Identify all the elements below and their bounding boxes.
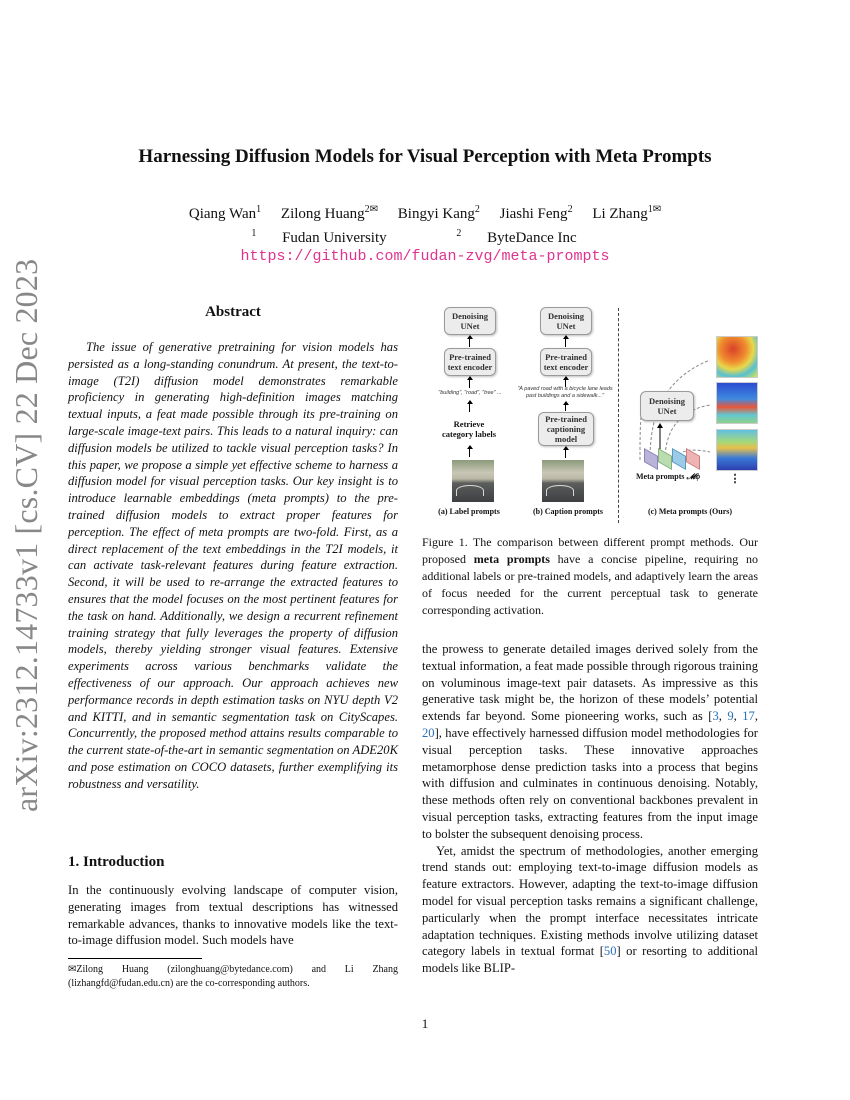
affiliations (0, 224, 850, 248)
author-list (0, 200, 850, 248)
abstract-heading: Abstract (205, 304, 261, 320)
abstract-body (68, 339, 398, 793)
text-encoder-box-b: Pre-trained text encoder (540, 348, 592, 376)
introduction-heading: 1. Introduction (68, 854, 165, 870)
author-name: Jiashi Feng (499, 206, 568, 222)
github-link[interactable]: https://github.com/fudan-zvg/meta-prompts (240, 248, 610, 265)
panel-b-label: (b) Caption prompts (532, 507, 604, 516)
abstract-text: The issue of generative pretraining for vision models has persisted as a long-standing conundrum. At present, the text-to-image (T2I) diffusion model demonstrates remarkable proficiency in generating high-definition images matching textual inputs, a feat made possible through its pre-training on large-scale image-text pairs. This leads to a natural inquiry: can diffusion models be utilized to tackle visual perception tasks? In this paper, we propose a simple yet effective scheme to harness a diffusion model for visual perception tasks. Our key insight is to introduce learnable embeddings (meta prompts) to the pre-trained diffusion models to extract proper features for perception. The effect of meta prompts are two-fold. First, as a direct replacement of the text embeddings in the T2I models, it can activate task-relevant features during feature extraction. Second, it will be used to re-arrange the extracted features to ensures that the model focuses on the most pertinent features for the task on hand. Additionally, we design a recurrent refinement training strategy that fully leverages the property of diffusion models, thereby yielding stronger visual features. Extensive experiments across various benchmarks validate the effectiveness of our approach. Our approach achieves new performance records in depth estimation tasks on NYU depth V2 and KITTI, and in semantic segmentation task on CityScapes. Concurrently, the proposed method attains results comparable to the current state-of-the-art in semantic segmentation on ADE20K and pose estimation on COCO datasets, further exemplifying its robustness and versatility. (68, 340, 398, 791)
introduction-body (68, 882, 398, 949)
citation-link[interactable]: 20 (422, 725, 435, 740)
author (398, 206, 480, 222)
panel-a-label: (a) Label prompts (438, 507, 500, 516)
denoising-unet-box-b: Denoising UNet (540, 307, 592, 335)
affiliation-name: ByteDance Inc (487, 230, 577, 246)
citation-link[interactable]: 9 (727, 709, 734, 724)
author-sup: 1 (256, 204, 262, 215)
author-sup: 2✉ (364, 204, 379, 215)
footnote: ✉Zilong Huang (zilonghuang@bytedance.com) and Li Zhang (lizhangfd@fudan.edu.cn) are the co-corresponding authors. (68, 964, 398, 989)
figure-caption (422, 534, 758, 619)
figure-1 (430, 300, 770, 525)
author-sup: 2 (567, 204, 573, 215)
captioning-model-box: Pre-trained captioning model (538, 412, 594, 446)
page-number: 1 (421, 1016, 429, 1031)
arrow-icon (565, 338, 566, 347)
author (500, 206, 573, 222)
paper-title: Harnessing Diffusion Models for Visual Perception with Meta Prompts (138, 146, 712, 167)
text-encoder-box-a: Pre-trained text encoder (444, 348, 496, 376)
panel-c-label: (c) Meta prompts (Ours) (647, 507, 733, 516)
right-column-body (422, 641, 758, 977)
caption-text: "A paved road with a bicycle lane leads past buildings and a sidewalk..." (517, 386, 613, 399)
affiliation-sup: 1 (251, 228, 257, 239)
arrow-icon (469, 403, 470, 412)
paragraph-text: Yet, amidst the spectrum of methodologies, another emerging trend stands out: employing text-to-image diffusion models as feature extractors. However, adapting the text-to-image diffusion model for visual perception tasks remains a significant challenge, particularly when the prompt interface necessitates intricate adaptation techniques. Existing methods involve utilizing dataset category labels in textual format [ (422, 843, 758, 959)
ellipsis-icon: ⋮ (729, 473, 741, 485)
activation-map-1 (716, 336, 758, 378)
affiliation (456, 230, 598, 246)
meta-prompts-symbol: 𝓜ϕ (686, 472, 701, 481)
author-sup: 1✉ (647, 204, 662, 215)
affiliation (251, 230, 408, 246)
denoising-unet-box-a: Denoising UNet (444, 307, 496, 335)
caption-text: Figure 1. The comparison between different prompt methods. Our proposed (422, 535, 758, 566)
citation-link[interactable]: 3 (712, 709, 719, 724)
introduction-text: In the continuously evolving landscape of computer vision, generating images from textual descriptions has witnessed remarkable advances, thanks to innovative models like the text-to-image diffusion model. Such models have (68, 883, 398, 948)
category-labels-text: "building", "road", "tree" ... (438, 390, 502, 396)
paragraph (422, 843, 758, 977)
panel-divider (618, 308, 619, 523)
author-name: Qiang Wan (188, 206, 257, 222)
citation-link[interactable]: 17 (742, 709, 755, 724)
caption-bold: meta prompts (473, 552, 550, 566)
citation-link[interactable]: 50 (603, 944, 617, 959)
paragraph-text: ] or resorting to additional models like BLIP- (422, 944, 758, 976)
author (592, 206, 661, 222)
activation-map-2 (716, 382, 758, 424)
author (281, 206, 378, 222)
arrow-icon (565, 404, 566, 411)
affiliation-sup: 2 (456, 228, 462, 239)
authors-line (0, 200, 850, 224)
denoising-unet-box-c: Denoising UNet (640, 391, 694, 421)
author-name: Zilong Huang (280, 206, 365, 222)
meta-prompts-text: Meta prompts (636, 472, 685, 481)
author-sup: 2 (474, 204, 480, 215)
arxiv-stamp: arXiv:2312.14733v1 [cs.CV] 22 Dec 2023 (8, 258, 44, 812)
arrow-icon (469, 338, 470, 347)
author-name: Bingyi Kang (397, 206, 475, 222)
arrow-icon (469, 448, 470, 457)
affiliation-name: Fudan University (282, 230, 387, 246)
activation-map-3 (716, 429, 758, 471)
arrow-icon (565, 449, 566, 458)
meta-prompts-label (636, 472, 716, 482)
input-image-a (452, 460, 494, 502)
caption-text: have a concise pipeline, requiring no additional labels or pre-trained models, and adaptively learn the areas of focus needed for the current perceptual task to generate corresponding activation. (422, 552, 759, 617)
arrow-icon (469, 379, 470, 388)
paragraph-text: ], have effectively harnessed diffusion model methodologies for visual perception tasks. These innovative approaches metamorphose dense prediction tasks into a process that begins with diffusion and culminates in continuous denoising. Notably, these methods often rely on conventional backbones prevalent in visual perception tasks, extracting features from the input image to bolster the subsequent denoising process. (422, 725, 758, 841)
input-image-b (542, 460, 584, 502)
footnote-divider (68, 958, 202, 959)
paragraph: the prowess to generate detailed images derived solely from the textual information, a feat made possible through rigorous training on voluminous image-text pair datasets. As impressive as this generative task might be, the horizon of these models’ potential extends far beyond. Some pioneering works, such as [3, 9, 17, 20], have effectively harnessed diffusion model methodologies for visual perception tasks. These innovative approaches metamorphose dense prediction tasks into a process that begins with diffusion and culminates in continuous denoising. Notably, these methods often rely on conventional backbones prevalent in visual perception tasks, extracting features from the input image to bolster the subsequent denoising process. (422, 642, 758, 841)
author-name: Li Zhang (592, 206, 648, 222)
author (189, 206, 261, 222)
retrieve-labels-text: Retrieve category labels (441, 419, 497, 439)
paragraph-text: the prowess to generate detailed images derived solely from the textual information, a feat made possible through rigorous training on voluminous image-text pair datasets. As impressive as this generative task might be, the horizon of these models’ potential extends far beyond. Some pioneering works, such as [ (422, 642, 758, 724)
